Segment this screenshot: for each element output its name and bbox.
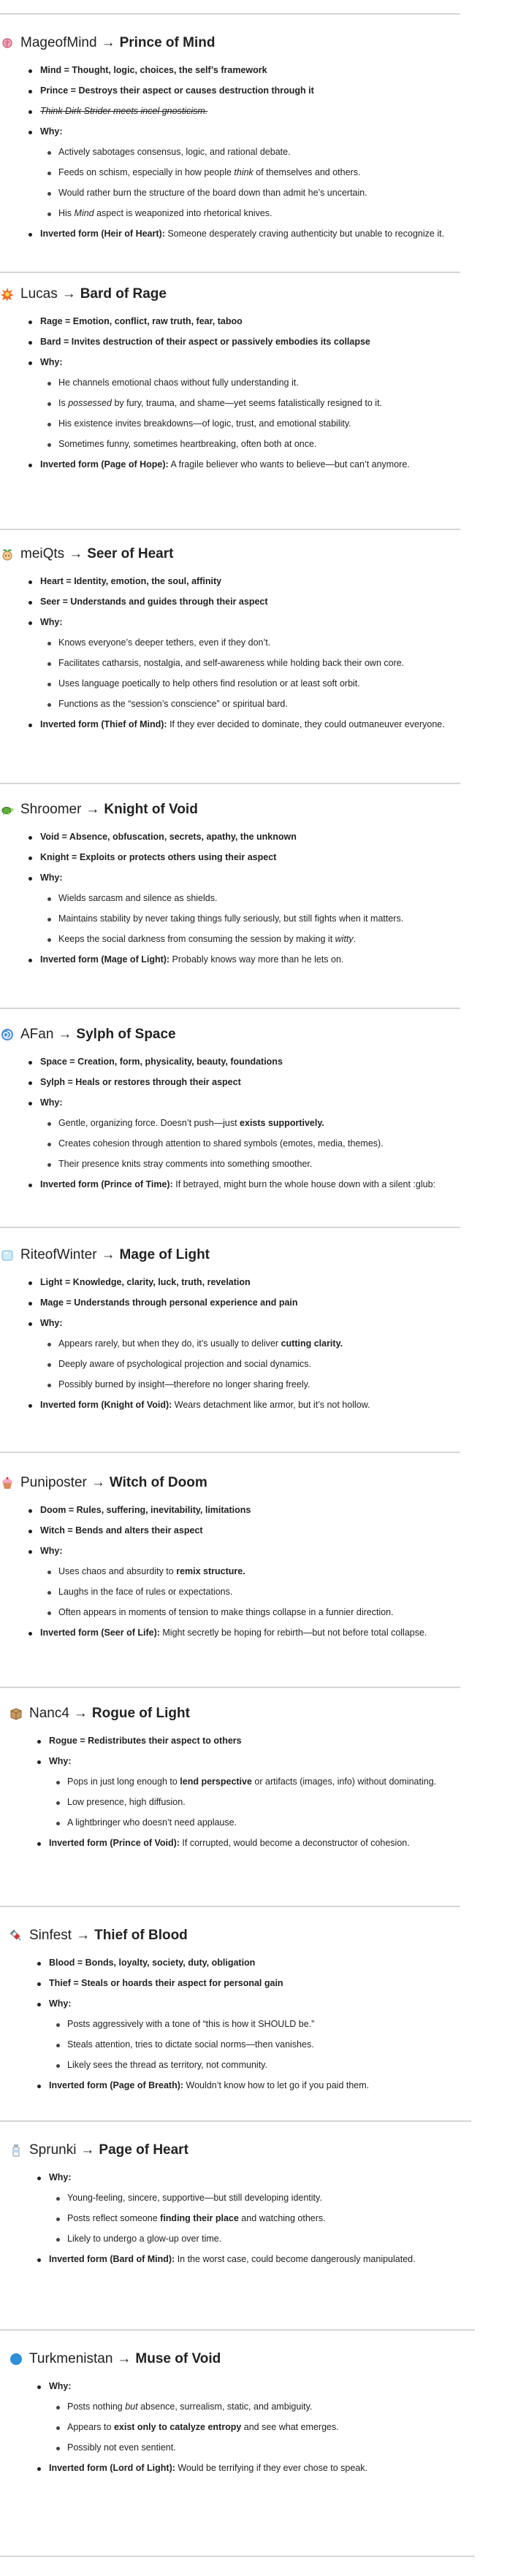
list-item <box>40 1545 63 1557</box>
sub-list-item <box>58 1606 394 1619</box>
arrow: → <box>58 1027 72 1042</box>
item-text: He channels emotional chaos without fully understanding it. <box>58 377 299 388</box>
arrow: → <box>69 546 83 561</box>
list-item <box>40 1525 203 1537</box>
item-text: His existence invites breakdowns—of logic, trust, and emotional stability. <box>58 418 351 429</box>
item-label: Rogue = Redistributes their aspect to others <box>49 1736 242 1746</box>
item-label: Why: <box>40 1546 63 1556</box>
item-text: Likely sees the thread as territory, not community. <box>67 2060 267 2070</box>
arrow: → <box>91 1475 105 1490</box>
member-name: Lucas <box>20 286 58 302</box>
classpect: Rogue of Light <box>91 1706 190 1721</box>
item-label: Witch = Bends and alters their aspect <box>40 1525 203 1536</box>
item-label: Why: <box>49 1998 72 2009</box>
item-text-emphasis: lend perspective <box>180 1776 252 1787</box>
member-name: Nanc4 <box>29 1706 69 1721</box>
item-label: Why: <box>40 1097 63 1108</box>
section-heading <box>9 1928 188 1944</box>
item-text-part: and see what emerges. <box>241 2422 339 2432</box>
item-text: Facilitates catharsis, nostalgia, and self-awareness while holding back their own core. <box>58 658 405 668</box>
item-text: Maintains stability by never taking things fully seriously, but still fights when it matters. <box>58 913 404 924</box>
section-divider <box>0 2329 475 2331</box>
inverted-form-label: Inverted form (Bard of Mind): <box>49 2254 175 2264</box>
item-label: Knight = Exploits or protects others using their aspect <box>40 852 277 862</box>
inverted-form-description: Wears detachment like armor, but it’s not hollow. <box>172 1400 370 1410</box>
sub-list-item <box>67 2421 339 2434</box>
inverted-form-description: In the worst case, could become dangerously manipulated. <box>175 2254 416 2264</box>
item-text: Their presence knits stray comments into something smoother. <box>58 1159 313 1169</box>
section-divider <box>0 1452 460 1453</box>
item-text-part: Is <box>58 398 69 408</box>
inverted-form-description: Wouldn’t know how to let go if you paid them. <box>183 2080 370 2090</box>
sub-list-item <box>67 2018 314 2031</box>
list-item <box>40 596 268 608</box>
classpect: Bard of Rage <box>80 286 167 302</box>
member-name: Sprunki <box>29 2142 77 2158</box>
inverted-form-item <box>40 1178 435 1191</box>
list-item <box>40 1297 298 1309</box>
item-label: Why: <box>40 873 63 883</box>
item-text-emphasis: witty <box>335 934 354 944</box>
item-text: Would rather burn the structure of the board down than admit he’s uncertain. <box>58 188 367 198</box>
list-item <box>49 2380 72 2393</box>
item-text: Possibly burned by insight—therefore no longer sharing freely. <box>58 1379 310 1389</box>
item-label: Seer = Understands and guides through their aspect <box>40 597 268 607</box>
sub-list-item <box>58 657 404 670</box>
package-icon <box>9 1706 23 1721</box>
item-label: Think Dirk Strider meets incel gnosticism. <box>40 106 208 116</box>
arrow: → <box>76 1928 91 1943</box>
item-text: Laughs in the face of rules or expectations. <box>58 1587 233 1597</box>
classpect: Muse of Void <box>135 2351 221 2366</box>
section-divider <box>0 1687 460 1688</box>
turtle-icon <box>0 802 15 817</box>
sub-item-text <box>67 1776 436 1787</box>
item-text: Low presence, high diffusion. <box>67 1797 186 1807</box>
inverted-form-item <box>40 459 410 471</box>
sub-list-item <box>67 2233 221 2245</box>
sub-list-item <box>58 678 360 690</box>
inverted-form-item <box>40 1399 370 1411</box>
item-text-part: Uses chaos and absurdity to <box>58 1566 177 1576</box>
item-text-emphasis: finding their place <box>160 2213 239 2223</box>
sub-list-item <box>58 933 356 946</box>
item-label: Why: <box>49 1756 72 1766</box>
inverted-form-label: Inverted form (Thief of Mind): <box>40 719 167 729</box>
sub-list-item <box>58 913 403 925</box>
sub-item-text <box>67 2422 339 2432</box>
item-text-part: Appears to <box>67 2422 114 2432</box>
sub-item-text <box>58 167 360 177</box>
blue-circle-icon <box>9 2352 23 2366</box>
sub-item-text <box>58 1566 245 1576</box>
classpect: Sylph of Space <box>76 1027 176 1042</box>
section-divider <box>0 1008 460 1009</box>
sub-list-item <box>58 1358 311 1371</box>
inverted-form-label: Inverted form (Lord of Light): <box>49 2463 175 2473</box>
inverted-form-description: If corrupted, would become a deconstructor of cohesion. <box>179 1838 410 1848</box>
item-text-part: and watching others. <box>238 2213 326 2223</box>
item-text: Often appears in moments of tension to make things collapse in a funnier direction. <box>58 1607 394 1617</box>
item-text-part: Posts nothing <box>67 2401 126 2412</box>
item-text: Creates cohesion through attention to shared symbols (emotes, media, themes). <box>58 1138 384 1149</box>
list-item <box>49 1977 283 1990</box>
item-text: Likely to undergo a glow-up over time. <box>67 2234 222 2244</box>
cupcake-icon <box>0 1476 15 1490</box>
item-label: Why: <box>40 617 63 627</box>
list-item <box>40 1056 283 1068</box>
item-label: Heart = Identity, emotion, the soul, affinity <box>40 576 222 586</box>
inverted-form-label: Inverted form (Page of Breath): <box>49 2080 184 2090</box>
item-text-emphasis: but <box>125 2401 138 2412</box>
sub-list-item <box>67 2442 176 2454</box>
item-text: Young-feeling, sincere, supportive—but still developing identity. <box>67 2193 322 2203</box>
arrow: → <box>80 2142 95 2158</box>
section-heading <box>0 286 167 302</box>
arrow: → <box>117 2351 132 2366</box>
item-label: Blood = Bonds, loyalty, society, duty, obligation <box>49 1958 256 1968</box>
member-name: AFan <box>20 1027 54 1042</box>
sub-list-item <box>58 1117 324 1130</box>
section-heading <box>9 2142 188 2158</box>
item-text: Possibly not even sentient. <box>67 2442 176 2453</box>
item-text: A lightbringer who doesn’t need applause. <box>67 1817 237 1828</box>
sub-item-text <box>58 398 382 408</box>
section-divider <box>0 1906 460 1907</box>
section-divider <box>0 2120 471 2122</box>
sub-item-text <box>58 934 356 944</box>
item-text: Functions as the “session’s conscience” or spiritual bard. <box>58 699 288 709</box>
member-name: RiteofWinter <box>20 1247 97 1262</box>
item-label: Rage = Emotion, conflict, raw truth, fear, taboo <box>40 316 243 326</box>
arrow: → <box>61 286 76 302</box>
item-text-part: or artifacts (images, info) without dominating. <box>251 1776 437 1787</box>
list-item <box>40 575 221 588</box>
item-text: Sometimes funny, sometimes heartbreaking, often both at once. <box>58 439 317 449</box>
list-item <box>40 1076 241 1089</box>
arrow: → <box>101 1247 115 1262</box>
list-item <box>40 851 276 864</box>
list-item <box>40 85 314 97</box>
sub-list-item <box>67 1817 237 1829</box>
sub-list-item <box>67 2059 267 2071</box>
list-item <box>40 616 63 629</box>
inverted-form-description: Someone desperately craving authenticity but unable to recognize it. <box>164 229 445 239</box>
item-text: Steals attention, tries to dictate social norms—then vanishes. <box>67 2039 314 2050</box>
arrow: → <box>85 802 100 817</box>
sub-list-item <box>67 2212 326 2225</box>
sub-list-item <box>58 637 270 649</box>
item-label: Why: <box>40 126 63 137</box>
member-name: Shroomer <box>20 802 82 817</box>
member-name: meiQts <box>20 546 65 561</box>
sub-list-item <box>67 1796 186 1809</box>
sub-list-item <box>67 2401 312 2413</box>
sub-list-item <box>58 1565 245 1578</box>
swirl-icon <box>0 1027 15 1042</box>
item-label: Light = Knowledge, clarity, luck, truth, revelation <box>40 1277 251 1287</box>
section-divider <box>0 783 460 784</box>
ice-cube-icon <box>0 1248 15 1262</box>
item-label: Bard = Invites destruction of their aspect or passively embodies its collapse <box>40 337 370 347</box>
list-item <box>49 1735 242 1747</box>
inverted-form-label: Inverted form (Seer of Life): <box>40 1628 160 1638</box>
item-text-emphasis: exist only to catalyze entropy <box>113 2422 242 2432</box>
list-item <box>49 1998 72 2010</box>
item-label: Mage = Understands through personal experience and pain <box>40 1297 298 1308</box>
sub-item-text <box>67 2213 326 2223</box>
arrow: → <box>73 1706 88 1721</box>
item-text-part: by fury, trauma, and shame—yet seems fatalistically resigned to it. <box>111 398 383 408</box>
item-text-part: aspect is weaponized into rhetorical knives. <box>94 208 272 218</box>
item-text: Actively sabotages consensus, logic, and rational debate. <box>58 147 291 157</box>
item-label: Mind = Thought, logic, choices, the self’s framework <box>40 65 267 75</box>
item-text-emphasis: Mind <box>74 208 94 218</box>
item-label: Why: <box>49 2172 72 2182</box>
sub-list-item <box>58 438 316 451</box>
list-item <box>40 315 243 328</box>
section-divider <box>0 2556 475 2557</box>
inverted-form-label: Inverted form (Heir of Heart): <box>40 229 165 239</box>
list-item <box>40 1317 63 1330</box>
inverted-form-label: Inverted form (Page of Hope): <box>40 459 169 469</box>
classpect: Knight of Void <box>104 802 198 817</box>
item-text-emphasis: possessed <box>68 398 112 408</box>
sub-list-item <box>67 2039 314 2051</box>
item-text: Uses language poetically to help others find resolution or at least soft orbit. <box>58 678 360 689</box>
classpect: Page of Heart <box>99 2142 188 2158</box>
inverted-form-item <box>40 228 444 240</box>
item-text-emphasis: exists supportively. <box>240 1118 324 1128</box>
classpect: Mage of Light <box>119 1247 210 1262</box>
brain-icon <box>0 36 15 50</box>
item-label: Thief = Steals or hoards their aspect for personal gain <box>49 1978 283 1988</box>
sub-list-item <box>58 418 351 430</box>
classpect: Seer of Heart <box>87 546 174 561</box>
item-text-part: Pops in just long enough to <box>67 1776 180 1787</box>
inverted-form-item <box>40 718 445 731</box>
inverted-form-label: Inverted form (Prince of Time): <box>40 1179 173 1189</box>
inverted-form-label: Inverted form (Mage of Light): <box>40 954 170 965</box>
item-text: Wields sarcasm and silence as shields. <box>58 893 218 903</box>
inverted-form-item <box>49 1837 410 1849</box>
section-divider <box>0 529 460 530</box>
item-text: Posts aggressively with a tone of “this is how it SHOULD be.” <box>67 2019 315 2029</box>
classpect: Prince of Mind <box>119 35 216 50</box>
inverted-form-item <box>49 2462 367 2475</box>
list-item <box>49 1957 255 1969</box>
member-name: MageofMind <box>20 35 97 50</box>
milk-bottle-icon <box>9 2143 23 2158</box>
inverted-form-item <box>40 1627 427 1639</box>
member-name: Puniposter <box>20 1475 87 1490</box>
arrow: → <box>101 35 115 50</box>
item-text-part: Feeds on schism, especially in how people <box>58 167 235 177</box>
sub-item-text <box>58 1118 324 1128</box>
item-label: Prince = Destroys their aspect or causes destruction through it <box>40 85 314 96</box>
inverted-form-label: Inverted form (Prince of Void): <box>49 1838 180 1848</box>
list-item <box>40 831 297 843</box>
section-heading <box>0 35 215 51</box>
item-text-part: His <box>58 208 75 218</box>
item-text: Deeply aware of psychological projection and social dynamics. <box>58 1359 312 1369</box>
item-text-emphasis: remix structure. <box>176 1566 245 1576</box>
inverted-form-description: Probably knows way more than he lets on. <box>169 954 344 965</box>
list-item <box>40 356 63 369</box>
section-heading <box>0 1027 176 1043</box>
sub-list-item <box>58 698 288 710</box>
sub-list-item <box>58 1138 384 1150</box>
sub-list-item <box>58 1338 343 1350</box>
collision-icon <box>0 287 15 302</box>
item-text-part: . <box>353 934 357 944</box>
item-text: Knows everyone’s deeper tethers, even if they don’t. <box>58 637 271 648</box>
inverted-form-item <box>40 954 343 966</box>
sub-list-item <box>58 377 299 389</box>
list-item <box>40 1504 251 1517</box>
inverted-form-item <box>49 2079 369 2092</box>
section-heading <box>0 1475 207 1491</box>
item-text-part: of themselves and others. <box>253 167 361 177</box>
list-item <box>49 2171 72 2184</box>
section-divider <box>0 272 460 273</box>
item-text-part: absence, surrealism, static, and ambiguity. <box>137 2401 313 2412</box>
classpect: Witch of Doom <box>109 1475 207 1490</box>
list-item <box>40 1097 63 1109</box>
sub-list-item <box>58 166 360 179</box>
sub-list-item <box>67 2192 322 2204</box>
section-heading <box>9 2351 221 2367</box>
inverted-form-label: Inverted form (Knight of Void): <box>40 1400 172 1410</box>
sub-list-item <box>58 1158 312 1170</box>
item-label: Why: <box>40 1318 63 1328</box>
inverted-form-description: A fragile believer who wants to believe—but can’t anymore. <box>168 459 410 469</box>
item-label: Sylph = Heals or restores through their aspect <box>40 1077 241 1087</box>
sub-list-item <box>58 397 382 410</box>
item-label: Doom = Rules, suffering, inevitability, limitations <box>40 1505 251 1515</box>
sub-list-item <box>67 1776 436 1788</box>
list-item <box>40 872 63 884</box>
inverted-form-item <box>49 2253 416 2266</box>
sub-list-item <box>58 892 217 905</box>
sub-item-text <box>58 208 272 218</box>
item-label: Why: <box>49 2381 72 2391</box>
item-text-part: Posts reflect someone <box>67 2213 161 2223</box>
sub-list-item <box>58 146 291 158</box>
sprout-face-icon <box>0 547 15 561</box>
item-label: Void = Absence, obfuscation, secrets, apathy, the unknown <box>40 832 297 842</box>
sub-list-item <box>58 187 367 199</box>
list-item <box>49 1755 72 1768</box>
member-name: Sinfest <box>29 1928 72 1943</box>
classpect: Thief of Blood <box>94 1928 188 1943</box>
inverted-form-description: Would be terrifying if they ever chose to speak. <box>175 2463 368 2473</box>
syringe-icon <box>9 1928 23 1943</box>
note-item <box>40 105 207 118</box>
item-label: Why: <box>40 357 63 367</box>
inverted-form-description: If betrayed, might burn the whole house down with a silent :glub: <box>172 1179 435 1189</box>
inverted-form-description: If they ever decided to dominate, they could outmaneuver everyone. <box>167 719 445 729</box>
item-text-emphasis: think <box>234 167 254 177</box>
sub-list-item <box>58 207 272 220</box>
sub-list-item <box>58 1379 310 1391</box>
inverted-form-description: Might secretly be hoping for rebirth—but not before total collapse. <box>159 1628 427 1638</box>
item-text-part: Keeps the social darkness from consuming the session by making it <box>58 934 335 944</box>
item-text-emphasis: cutting clarity. <box>281 1338 343 1349</box>
item-text-part: Appears rarely, but when they do, it’s usually to deliver <box>58 1338 281 1349</box>
list-item <box>40 1276 251 1289</box>
section-heading <box>0 1247 210 1263</box>
section-heading <box>0 546 173 562</box>
section-heading <box>9 1706 190 1722</box>
sub-item-text <box>67 2401 312 2412</box>
member-name: Turkmenistan <box>29 2351 113 2366</box>
item-text-part: Gentle, organizing force. Doesn’t push—just <box>58 1118 240 1128</box>
sub-list-item <box>58 1586 232 1598</box>
sub-item-text <box>58 1338 343 1349</box>
section-divider <box>0 13 460 15</box>
item-label: Space = Creation, form, physicality, beauty, foundations <box>40 1057 283 1067</box>
list-item <box>40 64 267 77</box>
section-heading <box>0 802 198 818</box>
list-item <box>40 336 370 348</box>
section-divider <box>0 1227 460 1228</box>
list-item <box>40 126 63 138</box>
